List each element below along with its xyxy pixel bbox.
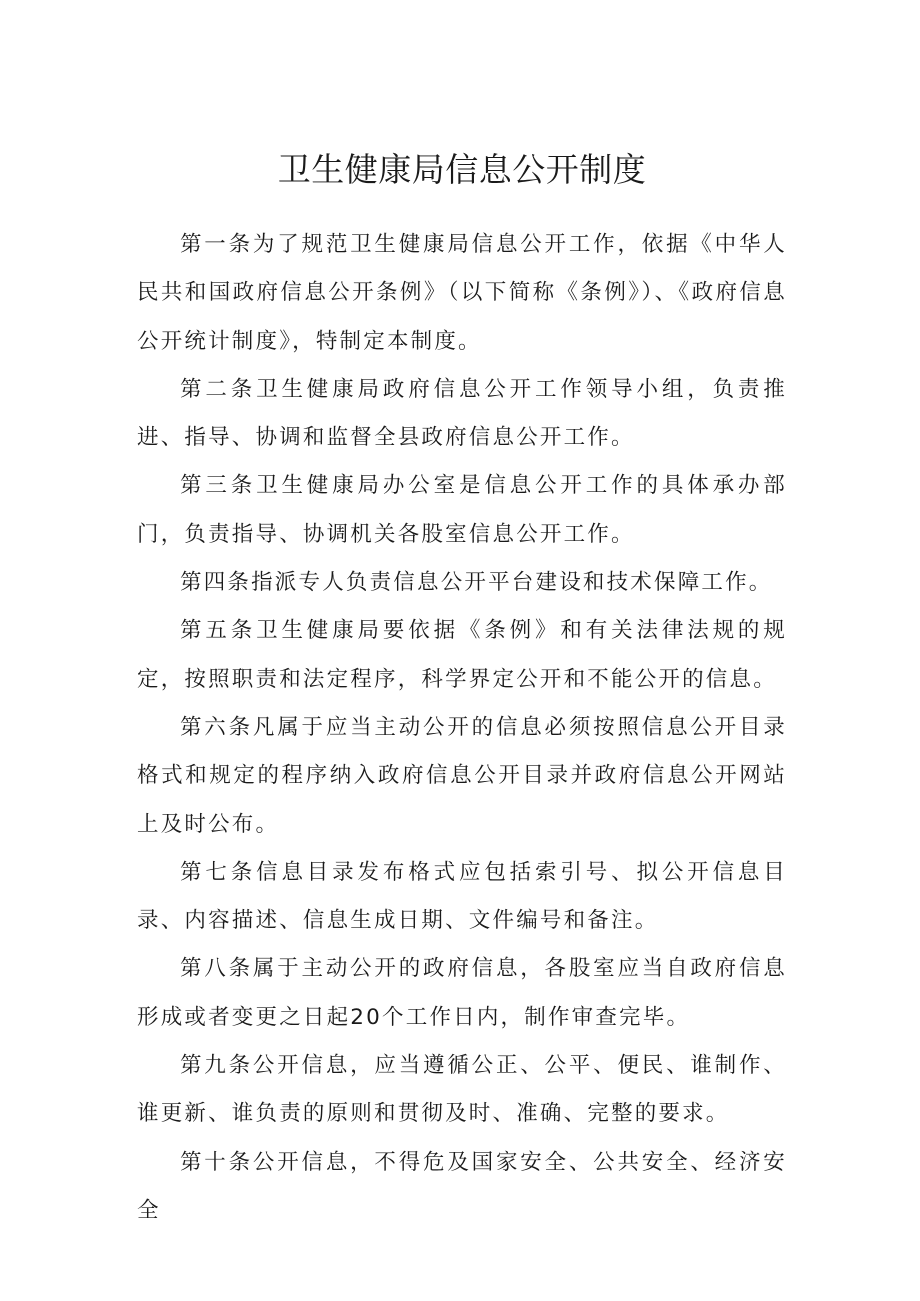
article-paragraph: 第一条为了规范卫生健康局信息公开工作，依据《中华人民共和国政府信息公开条例》（以下简称《条例》）、《政府信息公开统计制度》，特制定本制度。 [137,232,787,354]
article-paragraph: 第六条凡属于应当主动公开的信息必须按照信息公开目录格式和规定的程序纳入政府信息公开目录并政府信息公开网站上及时公布。 [137,714,787,837]
article-paragraph: 第四条指派专人负责信息公开平台建设和技术保障工作。 [180,570,773,596]
article-paragraph: 第三条卫生健康局办公室是信息公开工作的具体承办部门，负责指导、协调机关各股室信息公开工作。 [137,473,787,547]
document-title: 卫生健康局信息公开制度 [277,150,647,189]
article-paragraph: 第八条属于主动公开的政府信息，各股室应当自政府信息形成或者变更之日起20个工作日内，制作审查完毕。 [137,956,787,1030]
document-body [137,221,787,1235]
article-paragraph: 第七条信息目录发布格式应包括索引号、拟公开信息目录、内容描述、信息生成日期、文件编号和备注。 [137,859,787,934]
article-paragraph: 第九条公开信息，应当遵循公正、公平、便民、谁制作、谁更新、谁负责的原则和贯彻及时、准确、完整的要求。 [137,1053,787,1127]
article-paragraph: 第十条公开信息，不得危及国家安全、公共安全、经济安全 [137,1149,787,1223]
article-paragraph: 第二条卫生健康局政府信息公开工作领导小组，负责推进、指导、协调和监督全县政府信息公开工作。 [137,376,787,451]
article-paragraph: 第五条卫生健康局要依据《条例》和有关法律法规的规定，按照职责和法定程序，科学界定公开和不能公开的信息。 [137,618,787,692]
